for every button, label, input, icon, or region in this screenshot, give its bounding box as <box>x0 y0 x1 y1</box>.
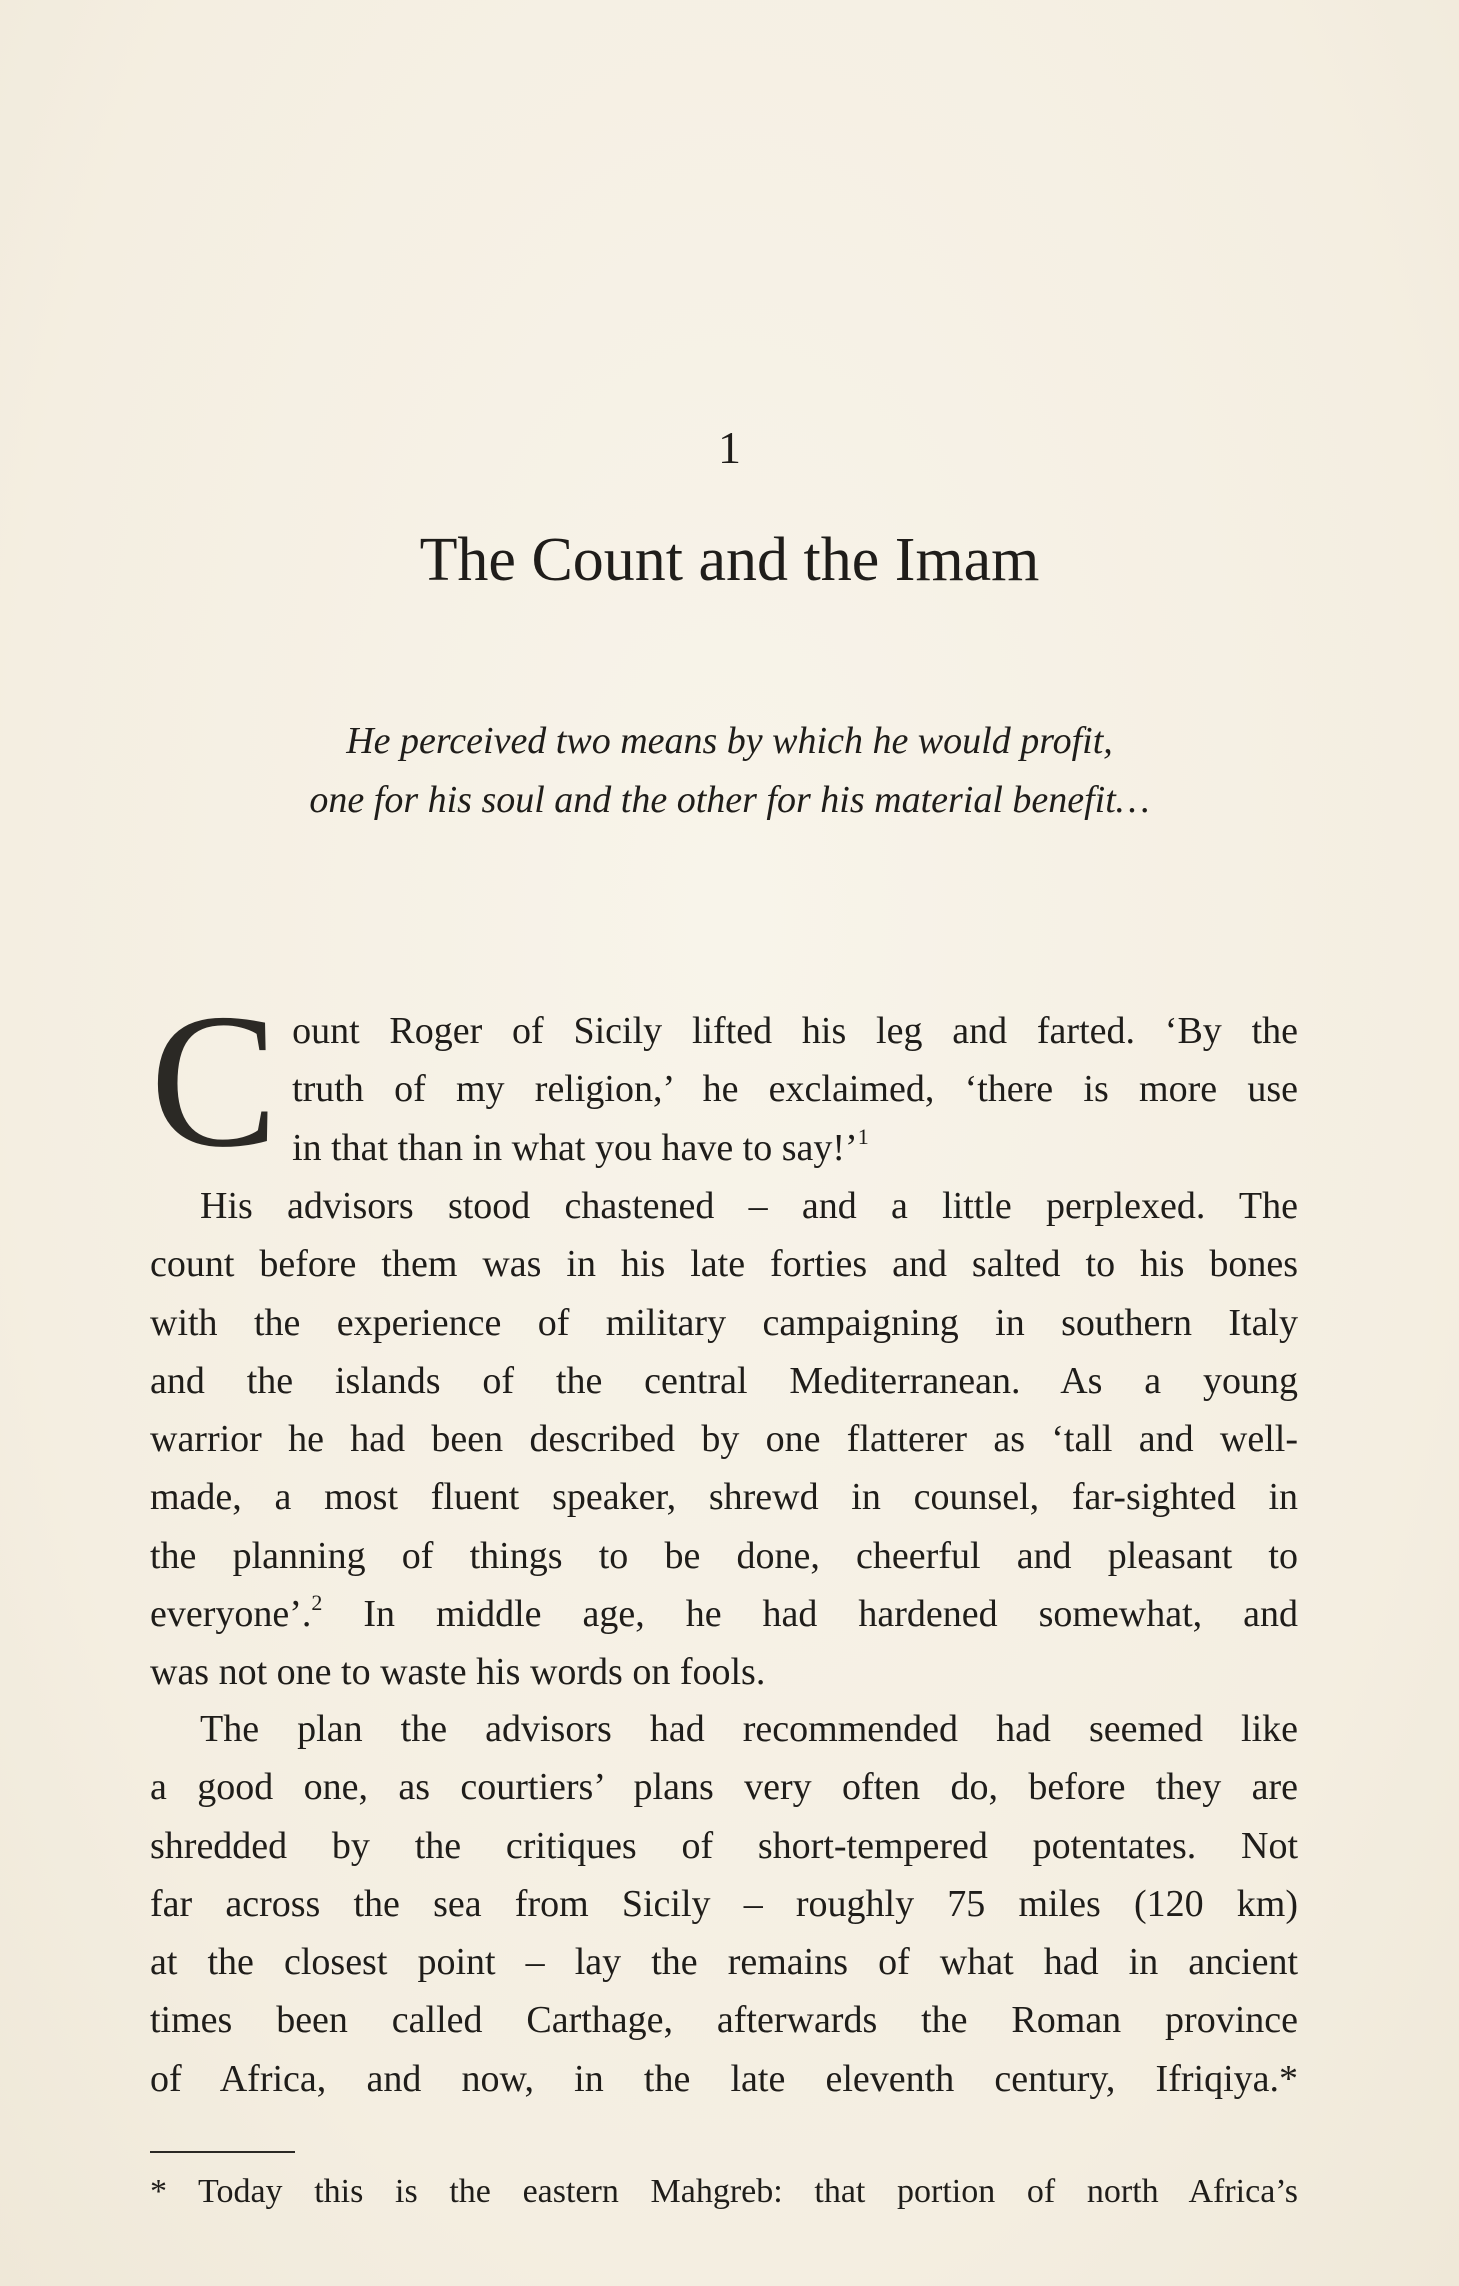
text-line: the planning of things to be done, cheerful and pleasant to <box>150 1534 1298 1577</box>
text-line: a good one, as courtiers’ plans very often do, before they are <box>150 1766 1298 1809</box>
epigraph-line: one for his soul and the other for his material benefit… <box>309 779 1150 821</box>
text-line <box>150 1585 1298 1643</box>
epigraph-line: He perceived two means by which he would profit, <box>346 720 1113 762</box>
footnote-divider <box>150 2151 295 2153</box>
text-line: warrior he had been described by one flatterer as ‘tall and well- <box>150 1418 1298 1461</box>
text-segment: In middle age, he had hardened somewhat, and <box>322 1593 1298 1636</box>
text-line: times been called Carthage, afterwards the Roman province <box>150 1999 1298 2042</box>
footnote: * Today this is the eastern Mahgreb: that portion of north Africa’s <box>150 2173 1298 2210</box>
text-line: and the islands of the central Mediterranean. As a young <box>150 1359 1298 1402</box>
text-line: count before them was in his late forties and salted to his bones <box>150 1243 1298 1286</box>
drop-cap: C <box>150 974 279 1187</box>
chapter-number: 1 <box>718 422 741 473</box>
text-line: His advisors stood chastened – and a little perplexed. The <box>200 1185 1298 1227</box>
opening-paragraph <box>150 974 1298 1187</box>
paragraph <box>150 1177 1298 1702</box>
footnote-reference[interactable]: 1 <box>857 1123 869 1149</box>
text-line: shredded by the critiques of short-tempered potentates. Not <box>150 1824 1298 1867</box>
text-line: ount Roger of Sicily lifted his leg and farted. ‘By the <box>292 1010 1298 1052</box>
text-line: far across the sea from Sicily – roughly 75 miles (120 km) <box>150 1882 1298 1925</box>
chapter-title: The Count and the Imam <box>419 526 1040 594</box>
text-line: was not one to waste his words on fools. <box>150 1651 766 1694</box>
text-line: made, a most fluent speaker, shrewd in counsel, far-sighted in <box>150 1476 1298 1519</box>
paragraph <box>150 1700 1298 2108</box>
text-line <box>150 1119 1298 1177</box>
text-line: at the closest point – lay the remains of what had in ancient <box>150 1941 1298 1984</box>
epigraph <box>0 712 1459 830</box>
text-line: truth of my religion,’ he exclaimed, ‘there is more use <box>292 1068 1298 1111</box>
text-line: with the experience of military campaigning in southern Italy <box>150 1301 1298 1344</box>
footnote-reference[interactable]: 2 <box>311 1590 323 1616</box>
text-line: of Africa, and now, in the late eleventh century, Ifriqiya.* <box>150 2057 1298 2100</box>
text-line-content: in that than in what you have to say!’ <box>292 1126 858 1169</box>
text-segment: everyone’. <box>150 1593 312 1636</box>
text-line: The plan the advisors had recommended had seemed like <box>200 1708 1298 1750</box>
